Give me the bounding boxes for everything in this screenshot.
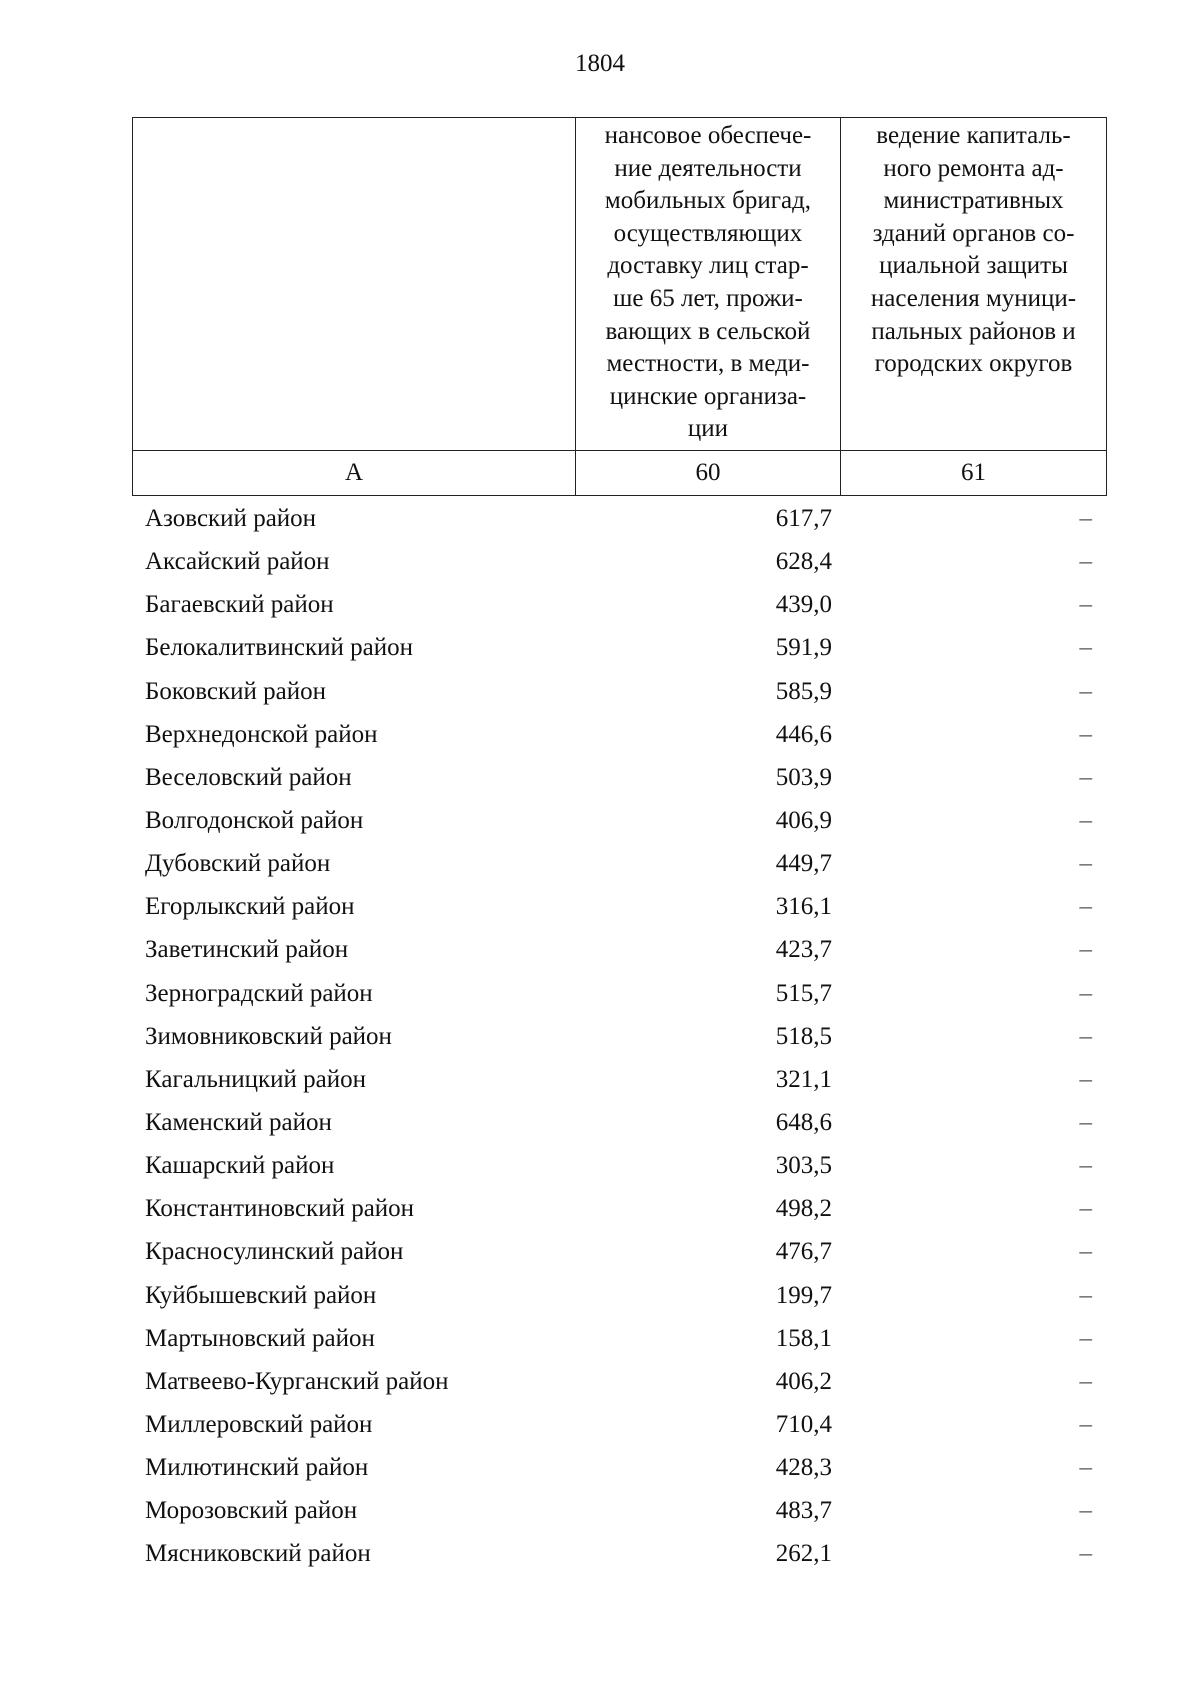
- district-name: Азовский район: [145, 505, 317, 532]
- table-row: [132, 972, 1106, 1015]
- column-number-a: А: [133, 451, 576, 496]
- value-col-61: –: [1079, 763, 1092, 791]
- table-row: [132, 497, 1106, 540]
- table-row: [132, 1101, 1106, 1144]
- value-col-60: 303,5: [775, 1152, 832, 1180]
- table-row: [132, 799, 1106, 842]
- district-name: Матвеево-Курганский район: [145, 1367, 449, 1395]
- value-col-60: 617,7: [775, 505, 832, 532]
- table-row: [132, 928, 1106, 971]
- district-name: Константиновский район: [145, 1195, 415, 1223]
- value-col-61: –: [1079, 505, 1092, 532]
- table-row: [132, 583, 1106, 626]
- value-col-61: –: [1079, 1281, 1092, 1309]
- value-col-61: –: [1079, 1454, 1092, 1482]
- table-row: [132, 1144, 1106, 1187]
- table-row: [132, 1446, 1106, 1489]
- value-col-60: 628,4: [775, 548, 832, 576]
- table-row: [132, 756, 1106, 799]
- table-row: [132, 1187, 1106, 1230]
- value-col-61: –: [1079, 979, 1092, 1007]
- column-number-60: 60: [576, 451, 841, 496]
- header-cell-60: [576, 118, 841, 451]
- district-name: Багаевский район: [145, 591, 334, 619]
- table-row: [132, 1532, 1106, 1575]
- district-name: Дубовский район: [145, 850, 331, 878]
- table-row: [132, 540, 1106, 583]
- value-col-61: –: [1079, 1540, 1092, 1568]
- table-row: [132, 842, 1106, 885]
- value-col-61: –: [1079, 850, 1092, 878]
- value-col-61: –: [1079, 1065, 1092, 1093]
- value-col-61: –: [1079, 720, 1092, 748]
- value-col-60: 316,1: [775, 893, 832, 921]
- table-row: [132, 1360, 1106, 1403]
- district-name: Белокалитвинский район: [145, 634, 413, 662]
- value-col-60: 591,9: [775, 634, 832, 662]
- value-col-60: 262,1: [775, 1540, 832, 1568]
- table-row: [132, 1015, 1106, 1058]
- value-col-60: 585,9: [775, 677, 832, 705]
- value-col-60: 423,7: [775, 936, 832, 964]
- district-name: Красносулинский район: [145, 1238, 404, 1266]
- table-row: [132, 1230, 1106, 1273]
- value-col-60: 158,1: [775, 1324, 832, 1352]
- value-col-61: –: [1079, 893, 1092, 921]
- value-col-60: 321,1: [775, 1065, 832, 1093]
- value-col-60: 515,7: [775, 979, 832, 1007]
- district-name: Каменский район: [145, 1108, 332, 1136]
- district-name: Зерноградский район: [145, 979, 373, 1007]
- table-body: [132, 497, 1106, 1576]
- value-col-60: 503,9: [775, 763, 832, 791]
- value-col-60: 439,0: [775, 591, 832, 619]
- value-col-61: –: [1079, 677, 1092, 705]
- value-col-60: 449,7: [775, 850, 832, 878]
- header-cell-61: [841, 118, 1107, 451]
- value-col-60: 518,5: [775, 1022, 832, 1050]
- value-col-60: 406,9: [775, 806, 832, 834]
- district-name: Куйбышевский район: [145, 1281, 377, 1309]
- table-row: [132, 1489, 1106, 1532]
- header-cell-a: [133, 118, 576, 451]
- value-col-61: –: [1079, 936, 1092, 964]
- table-row: [132, 670, 1106, 713]
- value-col-61: –: [1079, 1195, 1092, 1223]
- value-col-60: 446,6: [775, 720, 832, 748]
- value-col-61: –: [1079, 1367, 1092, 1395]
- value-col-61: –: [1079, 634, 1092, 662]
- header-text-60: нансовое обеспече- ние деятельности мобильных бригад, осуществляющих доставку лиц стар- ше 65 лет, прожи- вающих в сельской местности, в меди- цинские организа- ции: [604, 122, 812, 443]
- table-row: [132, 1403, 1106, 1446]
- district-name: Мясниковский район: [145, 1540, 371, 1568]
- district-name: Зимовниковский район: [145, 1022, 392, 1050]
- district-name: Милютинский район: [145, 1454, 369, 1482]
- district-name: Морозовский район: [145, 1497, 358, 1525]
- header-text-61: ведение капиталь- ного ремонта ад- министративных зданий органов со- циальной защиты населения муници- пальных районов и городских округов: [870, 122, 1077, 378]
- value-col-60: 648,6: [775, 1108, 832, 1136]
- table-row: [132, 885, 1106, 928]
- table-row: [132, 1058, 1106, 1101]
- value-col-61: –: [1079, 548, 1092, 576]
- value-col-61: –: [1079, 806, 1092, 834]
- district-name: Волгодонской район: [145, 806, 364, 834]
- district-name: Мартыновский район: [145, 1324, 375, 1352]
- district-name: Аксайский район: [145, 548, 330, 576]
- district-name: Кашарский район: [145, 1152, 335, 1180]
- district-name: Заветинский район: [145, 936, 349, 964]
- district-name: Миллеровский район: [145, 1410, 373, 1438]
- header-text-a: [133, 118, 575, 120]
- value-col-61: –: [1079, 591, 1092, 619]
- table-row: [132, 1317, 1106, 1360]
- value-col-60: 710,4: [775, 1410, 832, 1438]
- page-number: 1804: [575, 50, 625, 77]
- value-col-61: –: [1079, 1152, 1092, 1180]
- value-col-61: –: [1079, 1497, 1092, 1525]
- value-col-60: 428,3: [775, 1454, 832, 1482]
- value-col-61: –: [1079, 1108, 1092, 1136]
- district-name: Веселовский район: [145, 763, 352, 791]
- value-col-60: 199,7: [775, 1281, 832, 1309]
- value-col-61: –: [1079, 1238, 1092, 1266]
- table-header: [132, 117, 1107, 496]
- value-col-60: 406,2: [775, 1367, 832, 1395]
- district-name: Боковский район: [145, 677, 326, 705]
- value-col-61: –: [1079, 1410, 1092, 1438]
- table-row: [132, 713, 1106, 756]
- value-col-60: 498,2: [775, 1195, 832, 1223]
- value-col-60: 483,7: [775, 1497, 832, 1525]
- value-col-61: –: [1079, 1022, 1092, 1050]
- table-row: [132, 626, 1106, 669]
- value-col-60: 476,7: [775, 1238, 832, 1266]
- value-col-61: –: [1079, 1324, 1092, 1352]
- table-row: [132, 1274, 1106, 1317]
- district-name: Верхнедонской район: [145, 720, 378, 748]
- district-name: Кагальницкий район: [145, 1065, 367, 1093]
- district-name: Егорлыкский район: [145, 893, 355, 921]
- column-number-61: 61: [841, 451, 1107, 496]
